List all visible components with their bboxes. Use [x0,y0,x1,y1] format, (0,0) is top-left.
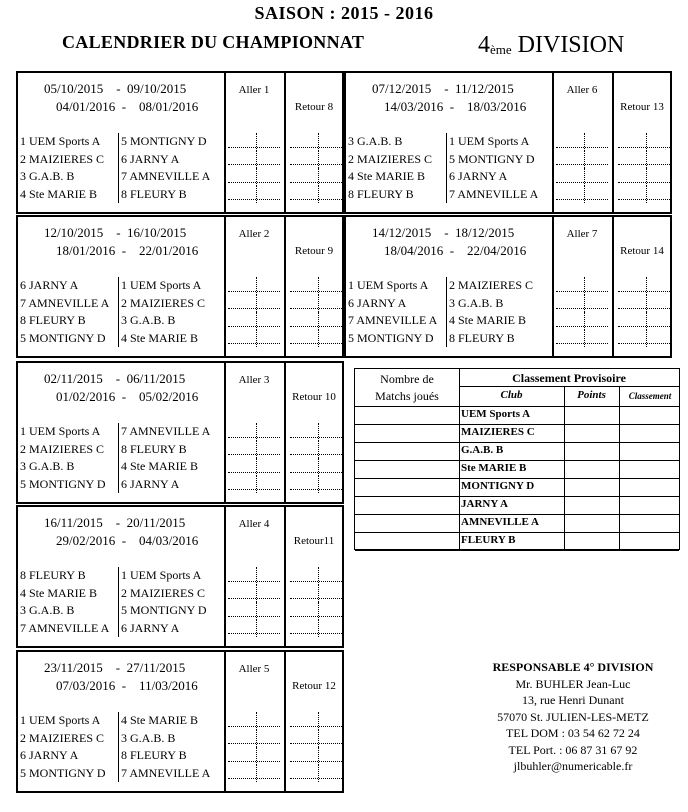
responsable-contact [458,659,688,775]
responsable-name: Mr. BUHLER Jean-Luc [515,676,631,691]
retour-label: Retour 14 [620,245,664,257]
home-team: 5 MONTIGNY D [20,330,106,345]
retour-score-field[interactable] [618,277,670,295]
responsable-title: RESPONSABLE 4° DIVISION [492,660,654,674]
page-subtitle: CALENDRIER DU CHAMPIONNAT [62,32,365,52]
aller-score-field[interactable] [228,747,280,765]
home-team: 1 UEM Sports A [20,134,101,148]
retour-score-field[interactable] [618,133,670,151]
retour-score-field[interactable] [618,151,670,169]
retour-score-field[interactable] [290,330,342,348]
team-separator [118,765,119,783]
home-team: 4 Ste MARIE B [20,585,98,600]
home-team: 4 Ste MARIE B [348,169,426,183]
match-row [18,620,224,638]
aller-score-field[interactable] [228,330,280,348]
away-team: 4 Ste MARIE B [121,330,199,345]
round-block [16,505,344,648]
retour-score-field[interactable] [290,747,342,765]
match-row [18,585,224,603]
classement-club: JARNY A [461,498,508,510]
team-separator [118,620,119,638]
aller-score-field[interactable] [228,476,280,494]
away-team: 7 AMNEVILLE A [449,186,539,201]
team-separator [118,423,119,441]
retour-score-field[interactable] [290,712,342,730]
home-team: 8 FLEURY B [20,568,86,582]
aller-column [224,217,286,356]
away-team: 8 FLEURY B [121,748,187,762]
team-separator [446,277,447,295]
classement-row-rule [355,424,679,425]
team-separator [446,168,447,186]
retour-label: Retour 13 [620,101,664,113]
home-team: 1 UEM Sports A [20,424,101,438]
home-team: 1 UEM Sports A [20,713,101,727]
team-separator [118,585,119,603]
away-team: 6 JARNY A [449,169,508,183]
aller-score-field[interactable] [228,423,280,441]
aller-score-field[interactable] [228,730,280,748]
team-separator [446,133,447,151]
round-dates-column [18,217,226,356]
team-separator [118,567,119,585]
away-team: 1 UEM Sports A [449,134,530,148]
away-team: 6 JARNY A [121,476,180,491]
match-row [18,151,224,169]
match-row [346,277,552,295]
retour-column [614,217,670,356]
match-list [346,277,552,347]
retour-label: Retour 9 [294,245,334,257]
aller-score-field[interactable] [556,312,608,330]
retour-score-field[interactable] [290,730,342,748]
retour-column [286,652,342,791]
away-team: 8 FLEURY B [121,186,187,201]
match-row [18,186,224,204]
match-list [18,133,224,203]
team-separator [446,186,447,204]
classement-column-rule [619,387,620,549]
aller-score-field[interactable] [228,620,280,638]
aller-score-field[interactable] [556,151,608,169]
match-row [18,277,224,295]
home-team: 2 MAIZIERES C [20,441,104,456]
retour-score-field[interactable] [290,168,342,186]
team-separator [118,277,119,295]
match-list [18,423,224,493]
away-team: 3 G.A.B. B [121,730,176,745]
aller-dates: 05/10/2015 - 09/10/2015 [44,81,187,96]
match-row [18,476,224,494]
away-team: 7 AMNEVILLE A [121,424,211,438]
classement-row-rule [355,478,679,479]
retour-label: Retour 8 [294,101,334,113]
retour-column [286,73,342,212]
team-separator [118,295,119,313]
division-title [478,32,624,59]
home-team: 5 MONTIGNY D [348,330,434,345]
match-row [18,441,224,459]
aller-score-field[interactable] [228,133,280,151]
team-separator [118,712,119,730]
aller-score-field[interactable] [228,151,280,169]
retour-dates: 14/03/2016 - 18/03/2016 [384,99,527,114]
round-block [16,361,344,504]
team-separator [118,133,119,151]
team-separator [118,747,119,765]
retour-score-field[interactable] [618,168,670,186]
match-row [18,730,224,748]
aller-score-field[interactable] [228,277,280,295]
aller-column [552,73,614,212]
aller-column [224,507,286,646]
aller-label: Aller 3 [238,374,270,386]
home-team: 3 G.A.B. B [20,459,75,473]
away-team: 4 Ste MARIE B [121,713,199,727]
team-separator [118,151,119,169]
classement-title: Classement Provisoire [512,371,626,385]
team-separator [118,168,119,186]
home-team: 8 FLEURY B [20,313,86,327]
match-row [18,765,224,783]
retour-column [286,507,342,646]
team-separator [118,458,119,476]
aller-score-field[interactable] [228,168,280,186]
match-row [18,330,224,348]
classement-title-rule [459,386,679,387]
aller-score-field[interactable] [556,133,608,151]
aller-dates: 16/11/2015 - 20/11/2015 [44,515,186,530]
rank-header: Classement [628,391,672,401]
home-team: 2 MAIZIERES C [20,151,104,166]
away-team: 6 JARNY A [121,620,180,635]
retour-dates: 18/01/2016 - 22/01/2016 [56,243,199,258]
round-dates-column [18,363,226,502]
retour-score-field[interactable] [290,133,342,151]
aller-dates: 23/11/2015 - 27/11/2015 [44,660,186,675]
away-team: 8 FLEURY B [121,441,187,456]
aller-score-field[interactable] [228,567,280,585]
retour-score-field[interactable] [290,312,342,330]
retour-column [286,217,342,356]
team-separator [118,730,119,748]
team-separator [118,186,119,204]
team-separator [446,295,447,313]
matches-played-header-line1: Nombre de [380,372,434,386]
responsable-email[interactable]: jlbuhler@numericable.fr [513,759,633,773]
aller-score-field[interactable] [556,186,608,204]
classement-club: MONTIGNY D [461,480,535,492]
classement-club: UEM Sports A [461,408,531,420]
retour-label: Retour 10 [292,391,336,403]
responsable-tel-port: TEL Port. : 06 87 31 67 92 [508,742,638,757]
aller-label: Aller 7 [566,228,598,240]
aller-column [224,652,286,791]
retour-score-field[interactable] [290,476,342,494]
retour-dates: 04/01/2016 - 08/01/2016 [56,99,199,114]
retour-score-field[interactable] [618,186,670,204]
away-team: 5 MONTIGNY D [449,151,535,166]
home-team: 6 JARNY A [348,295,407,310]
away-team: 1 UEM Sports A [121,568,202,582]
retour-score-field[interactable] [290,441,342,459]
match-row [346,295,552,313]
home-team: 2 MAIZIERES C [20,730,104,745]
retour-score-field[interactable] [290,458,342,476]
points-column-rule [564,387,565,549]
match-row [18,295,224,313]
away-team: 7 AMNEVILLE A [121,169,211,183]
team-separator [118,441,119,459]
retour-score-field[interactable] [290,151,342,169]
classement-row-rule [355,532,679,533]
aller-score-field[interactable] [556,295,608,313]
classement-table [354,368,680,550]
classement-row-rule [355,442,679,443]
team-separator [118,312,119,330]
club-header: Club [500,389,523,401]
classement-club: AMNEVILLE A [461,516,539,528]
matches-played-header-line2: Matchs joués [375,389,439,403]
match-row [18,133,224,151]
season-title: SAISON : 2015 - 2016 [254,3,434,23]
round-dates-column [346,217,554,356]
retour-score-field[interactable] [290,295,342,313]
classement-row-rule [355,550,679,551]
match-row [18,567,224,585]
away-team: 8 FLEURY B [449,330,515,345]
retour-column [286,363,342,502]
home-team: 7 AMNEVILLE A [20,295,110,310]
retour-dates: 07/03/2016 - 11/03/2016 [56,678,198,693]
away-team: 7 AMNEVILLE A [121,765,211,780]
division-number: 4 [478,32,490,58]
match-row [346,312,552,330]
match-row [346,168,552,186]
aller-column [552,217,614,356]
retour-score-field[interactable] [618,295,670,313]
retour-dates: 29/02/2016 - 04/03/2016 [56,533,199,548]
match-list [346,133,552,203]
aller-score-field[interactable] [228,441,280,459]
match-row [346,186,552,204]
retour-score-field[interactable] [290,765,342,783]
team-separator [446,312,447,330]
aller-dates: 12/10/2015 - 16/10/2015 [44,225,187,240]
aller-label: Aller 1 [238,84,270,96]
responsable-tel-dom: TEL DOM : 03 54 62 72 24 [506,726,640,740]
home-team: 5 MONTIGNY D [20,765,106,780]
home-team: 5 MONTIGNY D [20,476,106,491]
home-team: 7 AMNEVILLE A [20,620,110,635]
round-block [16,650,344,793]
retour-score-field[interactable] [290,602,342,620]
retour-score-field[interactable] [290,277,342,295]
retour-label: Retour11 [293,535,335,547]
away-team: 4 Ste MARIE B [121,459,199,473]
aller-score-field[interactable] [228,186,280,204]
aller-dates: 07/12/2015 - 11/12/2015 [372,81,514,96]
home-team: 8 FLEURY B [348,186,414,201]
aller-dates: 02/11/2015 - 06/11/2015 [44,371,186,386]
team-separator [118,476,119,494]
home-team: 7 AMNEVILLE A [348,313,438,327]
away-team: 3 G.A.B. B [121,313,176,327]
home-team: 2 MAIZIERES C [348,151,432,166]
away-team: 6 JARNY A [121,151,180,166]
aller-label: Aller 5 [238,663,270,675]
classement-row-rule [355,514,679,515]
aller-label: Aller 4 [238,518,270,530]
aller-column [224,363,286,502]
classement-club: G.A.B. B [461,444,504,456]
aller-score-field[interactable] [228,765,280,783]
aller-score-field[interactable] [556,277,608,295]
team-separator [118,602,119,620]
aller-score-field[interactable] [556,168,608,186]
team-separator [446,151,447,169]
aller-label: Aller 6 [566,84,598,96]
match-list [18,712,224,782]
away-team: 2 MAIZIERES C [449,278,533,292]
aller-score-field[interactable] [228,458,280,476]
match-row [346,330,552,348]
round-dates-column [18,507,226,646]
away-team: 3 G.A.B. B [449,295,504,310]
match-row [18,168,224,186]
retour-score-field[interactable] [290,423,342,441]
aller-score-field[interactable] [556,330,608,348]
aller-score-field[interactable] [228,602,280,620]
away-team: 5 MONTIGNY D [121,603,207,617]
match-row [346,151,552,169]
aller-column [224,73,286,212]
retour-label: Retour 12 [292,680,336,692]
round-dates-column [346,73,554,212]
home-team: 6 JARNY A [20,278,79,292]
aller-score-field[interactable] [228,712,280,730]
away-team: 2 MAIZIERES C [121,585,205,600]
matches-played-header [355,371,459,405]
aller-score-field[interactable] [228,585,280,603]
home-team: 1 UEM Sports A [348,278,429,292]
aller-label: Aller 2 [238,228,270,240]
away-team: 4 Ste MARIE B [449,313,527,327]
aller-score-field[interactable] [228,295,280,313]
match-row [18,747,224,765]
retour-score-field[interactable] [618,330,670,348]
aller-dates: 14/12/2015 - 18/12/2015 [372,225,515,240]
retour-score-field[interactable] [290,567,342,585]
aller-score-field[interactable] [228,312,280,330]
match-row [18,458,224,476]
retour-dates: 01/02/2016 - 05/02/2016 [56,389,199,404]
header-rule [355,406,679,407]
responsable-address: 13, rue Henri Dunant [522,693,624,707]
home-team: 3 G.A.B. B [20,169,75,183]
round-block [344,71,672,214]
round-block [16,71,344,214]
round-dates-column [18,73,226,212]
match-row [18,712,224,730]
team-separator [118,330,119,348]
classement-row-rule [355,460,679,461]
away-team: 2 MAIZIERES C [121,295,205,310]
match-row [18,312,224,330]
match-list [18,277,224,347]
home-team: 3 G.A.B. B [20,603,75,617]
round-dates-column [18,652,226,791]
classement-row-rule [355,496,679,497]
round-block [16,215,344,358]
away-team: 1 UEM Sports A [121,278,202,292]
retour-score-field[interactable] [618,312,670,330]
team-separator [446,330,447,348]
retour-score-field[interactable] [290,186,342,204]
home-team: 4 Ste MARIE B [20,186,98,201]
home-team: 6 JARNY A [20,748,79,762]
division-suffix: ème [490,42,512,57]
responsable-city: 57070 St. JULIEN-LES-METZ [497,709,649,724]
points-header: Points [577,389,606,401]
classement-club: FLEURY B [461,534,516,546]
away-team: 5 MONTIGNY D [121,134,207,148]
home-team: 3 G.A.B. B [348,134,403,148]
division-word: DIVISION [511,32,625,58]
retour-column [614,73,670,212]
match-row [346,133,552,151]
retour-score-field[interactable] [290,585,342,603]
retour-score-field[interactable] [290,620,342,638]
match-row [18,423,224,441]
classement-club: Ste MARIE B [461,462,527,474]
round-block [344,215,672,358]
match-list [18,567,224,637]
retour-dates: 18/04/2016 - 22/04/2016 [384,243,527,258]
classement-club: MAIZIERES C [461,426,535,438]
match-row [18,602,224,620]
